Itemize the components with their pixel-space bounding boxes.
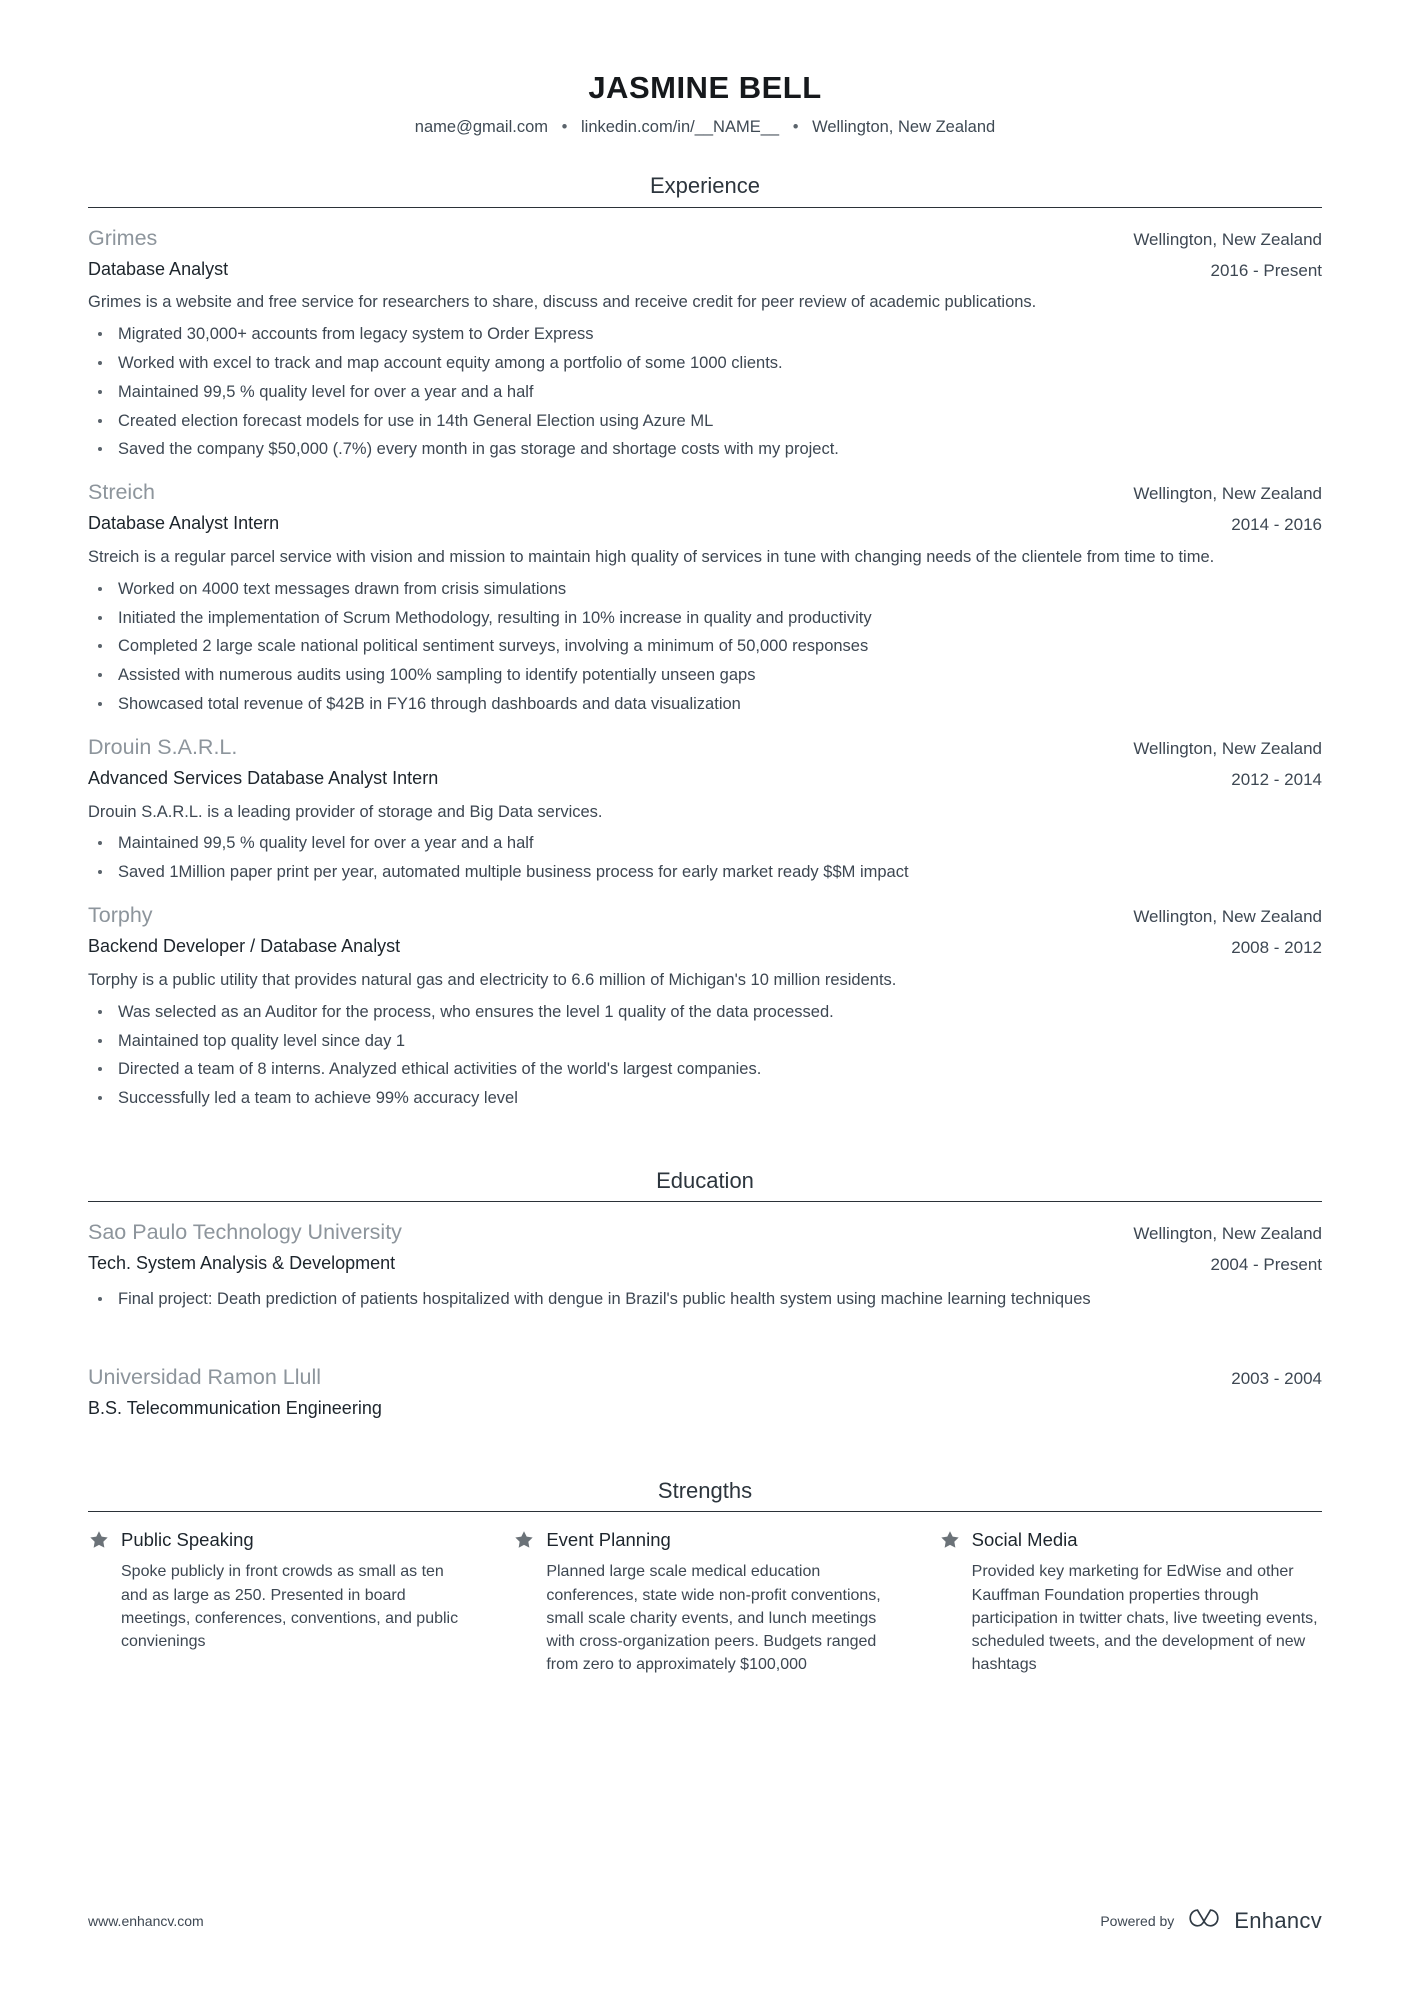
star-icon (513, 1529, 535, 1551)
contact-email: name@gmail.com (414, 117, 549, 136)
strength-description: Spoke publicly in front crowds as small as ten and as large as 250. Presented in board meetings, conferences, conventions, and public convienings (121, 1563, 459, 1651)
experience-entry (88, 479, 1322, 717)
achievement-item: Worked on 4000 text messages drawn from crisis simulations (88, 577, 1322, 602)
section-title-strengths: Strengths (657, 1477, 753, 1503)
achievement-item: Maintained top quality level since day 1 (88, 1029, 1322, 1054)
section-title-experience: Experience (649, 173, 761, 199)
company-description: Drouin S.A.R.L. is a leading provider of storage and Big Data services. (88, 802, 603, 821)
job-location: Wellington, New Zealand (1133, 738, 1322, 758)
job-title: Backend Developer / Database Analyst (88, 935, 401, 956)
strengths-grid (88, 1528, 1322, 1676)
section-divider (88, 1201, 1322, 1202)
entry-right (1133, 1223, 1322, 1277)
page-footer (88, 1906, 1322, 1935)
entry-left (88, 902, 1133, 959)
company-name: Drouin S.A.R.L. (88, 734, 238, 759)
section-divider (88, 1511, 1322, 1512)
achievement-item: Showcased total revenue of $42B in FY16 through dashboards and data visualization (88, 692, 1322, 717)
entry-right (1133, 738, 1322, 792)
achievement-item: Saved 1Million paper print per year, automated multiple business process for early market ready $$M impact (88, 860, 1322, 885)
company-description: Streich is a regular parcel service with vision and mission to maintain high quality of services in tune with changing needs of the clientele from time to time. (88, 548, 1215, 566)
school-name: Sao Paulo Technology University (88, 1220, 402, 1245)
degree-title: Tech. System Analysis & Development (88, 1253, 396, 1274)
entry-right (1133, 483, 1322, 537)
entry-right (1133, 229, 1322, 283)
strength-description: Planned large scale medical education conferences, state wide non-profit conventions, small scale charity events, and lunch meetings with cross-organization peers. Budgets ranged from zero to approximately $100,000 (546, 1563, 881, 1674)
achievement-item: Successfully led a team to achieve 99% accuracy level (88, 1086, 1322, 1111)
powered-by-label: Powered by (1100, 1912, 1175, 1929)
education-entry (88, 1219, 1322, 1312)
education-entry (88, 1336, 1322, 1421)
education-detail-list (88, 1287, 1322, 1312)
star-icon (939, 1529, 961, 1551)
entry-left (88, 225, 1133, 282)
experience-entry (88, 734, 1322, 885)
achievement-list (88, 1000, 1322, 1111)
section-education (88, 1167, 1322, 1421)
strength-title: Event Planning (546, 1529, 671, 1551)
footer-branding (1100, 1906, 1322, 1935)
achievement-item: Created election forecast models for use in 14th General Election using Azure ML (88, 409, 1322, 434)
achievement-list (88, 831, 1322, 885)
achievement-item: Assisted with numerous audits using 100% sampling to identify potentially unseen gaps (88, 663, 1322, 688)
degree-title: B.S. Telecommunication Engineering (88, 1397, 382, 1418)
entry-header (88, 734, 1322, 792)
achievement-list (88, 322, 1322, 462)
company-name: Torphy (88, 902, 153, 927)
company-name: Grimes (88, 225, 158, 250)
entry-left (88, 1364, 1231, 1421)
strength-title: Social Media (971, 1529, 1078, 1551)
company-description: Grimes is a website and free service for researchers to share, discuss and receive credit for peer review of academic publications. (88, 293, 1037, 312)
entry-right (1133, 906, 1322, 960)
strength-description: Provided key marketing for EdWise and other Kauffman Foundation properties through participation in twitter chats, live tweeting events, scheduled tweets, and the development of new hashtags (971, 1563, 1318, 1674)
strength-item (939, 1528, 1322, 1676)
experience-entry (88, 225, 1322, 463)
section-title-education: Education (656, 1167, 754, 1193)
section-divider (88, 207, 1322, 208)
achievement-item: Saved the company $50,000 (.7%) every month in gas storage and shortage costs with my project. (88, 437, 1322, 462)
school-location: Wellington, New Zealand (1133, 1224, 1322, 1244)
entry-header (88, 902, 1322, 960)
contact-line (88, 117, 1322, 138)
section-experience (88, 172, 1322, 1111)
achievement-item: Migrated 30,000+ accounts from legacy system to Order Express (88, 322, 1322, 347)
section-strengths (88, 1477, 1322, 1676)
job-dates: 2014 - 2016 (1231, 515, 1322, 535)
entry-left (88, 479, 1133, 536)
experience-entry (88, 902, 1322, 1111)
achievement-item: Maintained 99,5 % quality level for over a year and a half (88, 831, 1322, 856)
entry-header (88, 479, 1322, 537)
entry-right (1231, 1336, 1322, 1391)
entry-left (88, 1219, 1133, 1276)
contact-separator: • (561, 117, 568, 136)
contact-separator: • (792, 117, 799, 136)
resume-header (88, 0, 1322, 138)
job-location: Wellington, New Zealand (1133, 484, 1322, 504)
candidate-name: JASMINE BELL (588, 70, 822, 105)
strength-header (939, 1528, 1322, 1552)
job-title: Database Analyst Intern (88, 513, 280, 534)
achievement-item: Completed 2 large scale national political sentiment surveys, involving a minimum of 50,000 responses (88, 634, 1322, 659)
contact-location: Wellington, New Zealand (812, 117, 996, 136)
job-location: Wellington, New Zealand (1133, 906, 1322, 926)
strength-item (88, 1528, 471, 1676)
school-dates: 2003 - 2004 (1231, 1368, 1322, 1388)
company-name: Streich (88, 480, 155, 505)
job-title: Database Analyst (88, 258, 229, 279)
achievement-item: Was selected as an Auditor for the process, who ensures the level 1 quality of the data processed. (88, 1000, 1322, 1025)
strength-title: Public Speaking (121, 1529, 254, 1551)
company-description: Torphy is a public utility that provides natural gas and electricity to 6.6 million of Michigan's 10 million residents. (88, 970, 897, 989)
job-location: Wellington, New Zealand (1133, 229, 1322, 249)
achievement-item: Initiated the implementation of Scrum Methodology, resulting in 10% increase in quality and productivity (88, 606, 1322, 631)
enhancv-logo-icon (1187, 1906, 1221, 1935)
achievement-list (88, 577, 1322, 717)
star-icon (88, 1529, 110, 1551)
school-dates: 2004 - Present (1210, 1255, 1322, 1275)
education-detail-item: Final project: Death prediction of patients hospitalized with dengue in Brazil's public health system using machine learning techniques (88, 1287, 1322, 1312)
entry-header (88, 1219, 1322, 1277)
strength-header (88, 1528, 471, 1552)
school-name: Universidad Ramon Llull (88, 1364, 322, 1389)
entry-header (88, 1336, 1322, 1421)
job-dates: 2016 - Present (1210, 260, 1322, 280)
contact-linkedin[interactable]: linkedin.com/in/__NAME__ (580, 117, 780, 136)
enhancv-wordmark: Enhancv (1234, 1907, 1322, 1933)
achievement-item: Maintained 99,5 % quality level for over a year and a half (88, 380, 1322, 405)
achievement-item: Worked with excel to track and map account equity among a portfolio of some 1000 clients. (88, 351, 1322, 376)
strength-item (513, 1528, 896, 1676)
job-title: Advanced Services Database Analyst Intern (88, 767, 439, 788)
footer-website-url[interactable]: www.enhancv.com (88, 1912, 204, 1929)
achievement-item: Directed a team of 8 interns. Analyzed ethical activities of the world's largest companies. (88, 1057, 1322, 1082)
strength-header (513, 1528, 896, 1552)
job-dates: 2008 - 2012 (1231, 937, 1322, 957)
job-dates: 2012 - 2014 (1231, 769, 1322, 789)
entry-header (88, 225, 1322, 283)
entry-left (88, 734, 1133, 791)
